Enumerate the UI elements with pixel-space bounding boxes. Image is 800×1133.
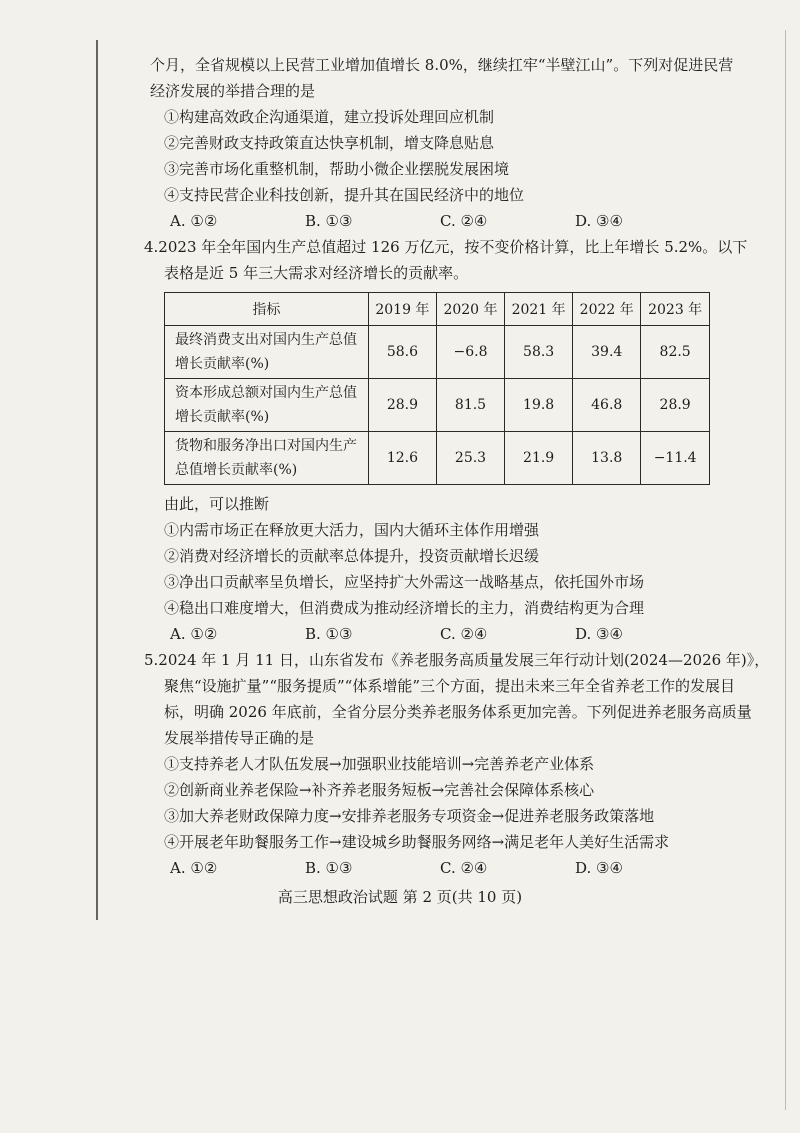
q5-stem-line-4: 发展举措传导正确的是 <box>164 729 315 747</box>
table-cell: 58.6 <box>368 326 436 379</box>
q5-item-3: ③加大养老财政保障力度→安排养老服务专项资金→促进养老服务政策落地 <box>164 807 655 825</box>
table-cell: 46.8 <box>573 379 641 432</box>
table-header-indicator: 指标 <box>165 293 369 326</box>
q5-option-b: B. ①③ <box>305 859 353 877</box>
row-label-line-2: 增长贡献率(%) <box>175 409 270 425</box>
q4-option-a: A. ①② <box>170 625 218 643</box>
q5-stem-line-1: 5.2024 年 1 月 11 日，山东省发布《养老服务高质量发展三年行动计划(2024—2026 年)》， <box>144 651 770 669</box>
q5-item-2: ②创新商业养老保险→补齐养老服务短板→完善社会保障体系核心 <box>164 781 595 799</box>
table-cell: −11.4 <box>641 432 710 485</box>
q5-option-a: A. ①② <box>170 859 218 877</box>
table-cell: 82.5 <box>641 326 710 379</box>
table-row-net-export <box>165 432 710 485</box>
page-edge-line <box>785 30 786 1110</box>
table-cell: 39.4 <box>573 326 641 379</box>
q3-options <box>150 208 710 234</box>
binding-margin-line <box>96 40 98 920</box>
q4-stem-line-1: 4.2023 年全年国内生产总值超过 126 万亿元，按不变价格计算，比上年增长 5.2%。以下 <box>144 238 748 256</box>
table-cell: 58.3 <box>505 326 573 379</box>
q3-text-line-2: 经济发展的举措合理的是 <box>150 82 316 100</box>
table-row-capital <box>165 379 710 432</box>
row-label-consumption <box>165 326 369 379</box>
table-cell: 28.9 <box>641 379 710 432</box>
page-footer: 高三思想政治试题 第 2 页(共 10 页) <box>277 888 523 906</box>
row-label-line-1: 货物和服务净出口对国内生产 <box>175 438 357 454</box>
q4-option-b: B. ①③ <box>305 625 353 643</box>
q3-item-3: ③完善市场化重整机制，帮助小微企业摆脱发展困境 <box>164 160 510 178</box>
q5-options <box>150 855 710 881</box>
table-cell: 28.9 <box>368 379 436 432</box>
row-label-net-export <box>165 432 369 485</box>
table-cell: 13.8 <box>573 432 641 485</box>
q3-option-b: B. ①③ <box>305 212 353 230</box>
table-cell: 21.9 <box>505 432 573 485</box>
row-label-line-1: 最终消费支出对国内生产总值 <box>175 332 357 348</box>
contribution-table <box>164 292 710 485</box>
q3-item-4: ④支持民营企业科技创新，提升其在国民经济中的地位 <box>164 186 525 204</box>
table-cell: 25.3 <box>436 432 504 485</box>
q4-item-3: ③净出口贡献率呈负增长，应坚持扩大外需这一战略基点，依托国外市场 <box>164 573 645 591</box>
q5-item-4: ④开展老年助餐服务工作→建设城乡助餐服务网络→满足老年人美好生活需求 <box>164 833 670 851</box>
q4-lead: 由此，可以推断 <box>164 495 270 513</box>
q5-option-d: D. ③④ <box>575 859 623 877</box>
q3-option-a: A. ①② <box>170 212 218 230</box>
q4-options <box>150 621 710 647</box>
table-header-2021: 2021 年 <box>505 293 573 326</box>
q3-option-c: C. ②④ <box>440 212 488 230</box>
q4-item-2: ②消费对经济增长的贡献率总体提升，投资贡献增长迟缓 <box>164 547 540 565</box>
table-header-2023: 2023 年 <box>641 293 710 326</box>
row-label-line-2: 增长贡献率(%) <box>175 356 270 372</box>
q3-item-2: ②完善财政支持政策直达快享机制，增支降息贴息 <box>164 134 495 152</box>
table-header-row <box>165 293 710 326</box>
table-cell: 81.5 <box>436 379 504 432</box>
table-cell: −6.8 <box>436 326 504 379</box>
table-row-consumption <box>165 326 710 379</box>
table-header-2022: 2022 年 <box>573 293 641 326</box>
table-cell: 12.6 <box>368 432 436 485</box>
table-header-2019: 2019 年 <box>368 293 436 326</box>
q5-item-1: ①支持养老人才队伍发展→加强职业技能培训→完善养老产业体系 <box>164 755 595 773</box>
q4-item-4: ④稳出口难度增大，但消费成为推动经济增长的主力，消费结构更为合理 <box>164 599 645 617</box>
row-label-line-1: 资本形成总额对国内生产总值 <box>175 385 357 401</box>
q3-text-line-1: 个月，全省规模以上民营工业增加值增长 8.0%，继续扛牢“半壁江山”。下列对促进民营 <box>150 56 734 74</box>
row-label-capital <box>165 379 369 432</box>
q3-option-d: D. ③④ <box>575 212 623 230</box>
q4-option-c: C. ②④ <box>440 625 488 643</box>
table-cell: 19.8 <box>505 379 573 432</box>
q5-stem-line-2: 聚焦“设施扩量”“服务提质”“体系增能”三个方面，提出未来三年全省养老工作的发展目 <box>164 677 736 695</box>
q5-stem-line-3: 标，明确 2026 年底前，全省分层分类养老服务体系更加完善。下列促进养老服务高质量 <box>164 703 752 721</box>
q4-option-d: D. ③④ <box>575 625 623 643</box>
q3-item-1: ①构建高效政企沟通渠道，建立投诉处理回应机制 <box>164 108 495 126</box>
content-area <box>144 52 770 881</box>
row-label-line-2: 总值增长贡献率(%) <box>175 462 298 478</box>
q5-option-c: C. ②④ <box>440 859 488 877</box>
q4-stem-line-2: 表格是近 5 年三大需求对经济增长的贡献率。 <box>164 264 469 282</box>
table-header-2020: 2020 年 <box>436 293 504 326</box>
q4-item-1: ①内需市场正在释放更大活力，国内大循环主体作用增强 <box>164 521 540 539</box>
